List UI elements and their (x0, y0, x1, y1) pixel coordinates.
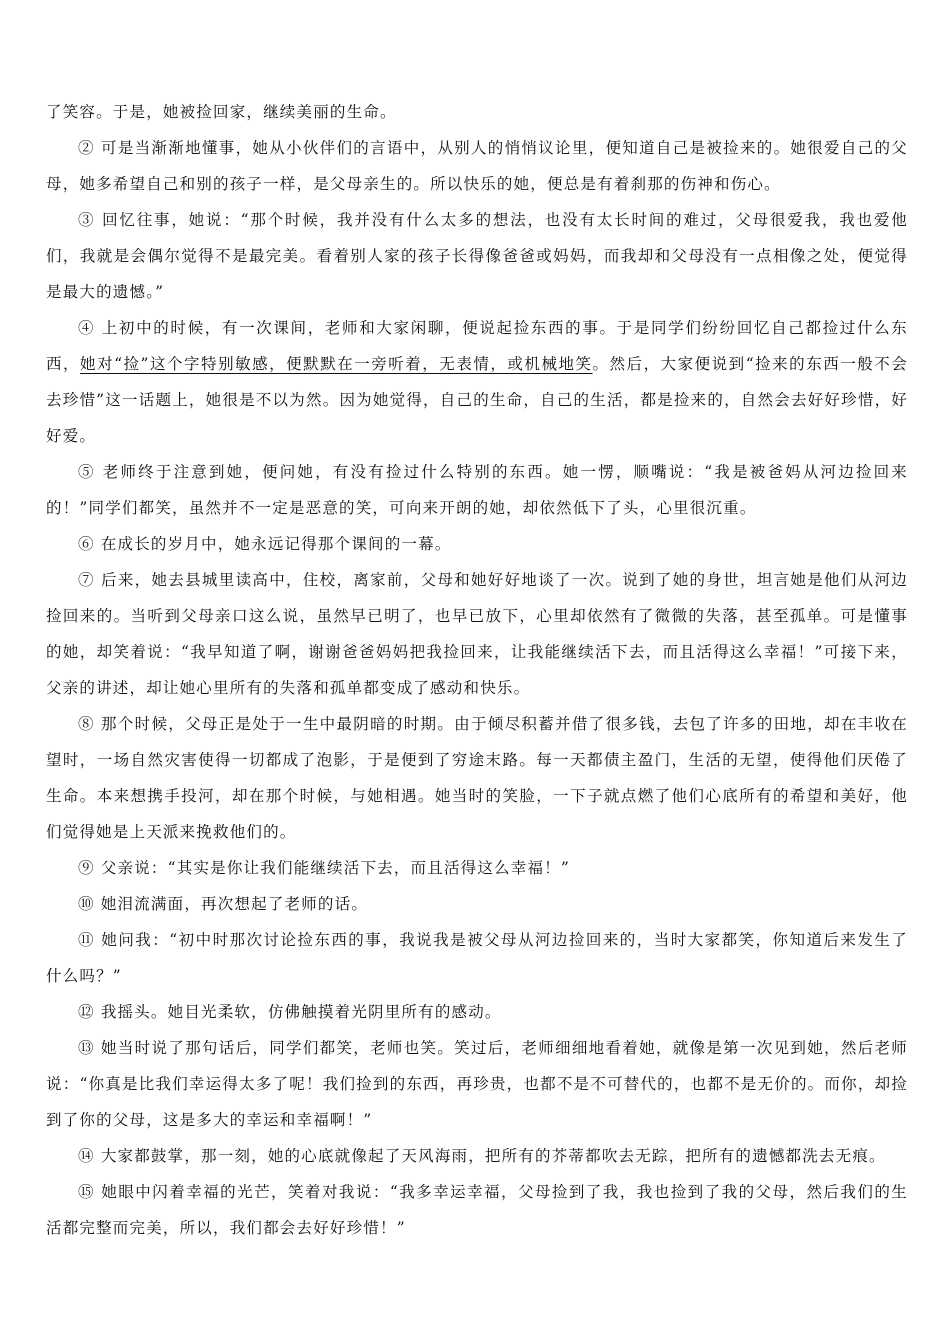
paragraph-4 (46, 310, 908, 454)
paragraph-1-continuation: 了笑容。于是，她被捡回家，继续美丽的生命。 (46, 103, 397, 121)
paragraph-10: ⑩ 她泪流满面，再次想起了老师的话。 (78, 895, 369, 913)
paragraph-4-text-a: ④ 上初中的时候，有一次课间，老师和大家闲聊，便说起捡东西的事。于是同学们纷纷回忆自己都捡过什么东西， (46, 319, 908, 373)
paragraph-7: ⑦ 后来，她去县城里读高中，住校，离家前，父母和她好好地谈了一次。说到了她的身世，坦言她是他们从河边捡回来的。当听到父母亲口这么说，虽然早已明了，也早已放下，心里却依然有了微微的失落，甚至孤单。可是懂事的她，却笑着说：“我早知道了啊，谢谢爸爸妈妈把我捡回来，让我能继续活下去，而且活得这么幸福！”可接下来，父亲的讲述，却让她心里所有的失落和孤单都变成了感动和快乐。 (46, 571, 908, 697)
paragraph-2: ② 可是当渐渐地懂事，她从小伙伴们的言语中，从别人的悄悄议论里，便知道自己是被捡来的。她很爱自己的父母，她多希望自己和别的孩子一样，是父母亲生的。所以快乐的她，便总是有着刹那的伤神和伤心。 (46, 139, 908, 193)
paragraph-4-text-b: 。然后，大家便说到“捡来的东西一般不会去珍惜”这一话题上，她很是不以为然。因为她觉得，自己的生命，自己的生活，都是捡来的，自然会去好好珍惜，好好爱。 (46, 355, 908, 445)
paragraph-6: ⑥ 在成长的岁月中，她永远记得那个课间的一幕。 (78, 535, 452, 553)
paragraph-15: ⑮ 她眼中闪着幸福的光芒，笑着对我说：“我多幸运幸福，父母捡到了我，我也捡到了我的父母，然后我们的生活都完整而完美，所以，我们都会去好好珍惜！” (46, 1183, 908, 1237)
paragraph-14: ⑭ 大家都鼓掌，那一刻，她的心底就像起了天风海雨，把所有的芥蒂都吹去无踪，把所有的遗憾都洗去无痕。 (78, 1147, 886, 1165)
paragraph-9: ⑨ 父亲说：“其实是你让我们能继续活下去，而且活得这么幸福！” (78, 859, 570, 877)
paragraph-3: ③ 回忆往事，她说：“那个时候，我并没有什么太多的想法，也没有太长时间的难过，父母很爱我，我也爱他们，我就是会偶尔觉得不是最完美。看着别人家的孩子长得像爸爸或妈妈，而我却和父母没有一点相像之处，便觉得是最大的遗憾。” (46, 211, 908, 301)
paragraph-11: ⑪ 她问我：“初中时那次讨论捡东西的事，我说我是被父母从河边捡回来的，当时大家都笑，你知道后来发生了什么吗？” (46, 931, 908, 985)
paragraph-12: ⑫ 我摇头。她目光柔软，仿佛触摸着光阴里所有的感动。 (78, 1003, 502, 1021)
paragraph-13: ⑬ 她当时说了那句话后，同学们都笑，老师也笑。笑过后，老师细细地看着她，就像是第一次见到她，然后老师说：“你真是比我们幸运得太多了呢！我们捡到的东西，再珍贵，也都不是不可替代的，也都不是无价的。而你，却捡到了你的父母，这是多大的幸运和幸福啊！” (46, 1039, 908, 1129)
paragraph-8: ⑧ 那个时候，父母正是处于一生中最阴暗的时期。由于倾尽积蓄并借了很多钱，去包了许多的田地，却在丰收在望时，一场自然灾害使得一切都成了泡影，于是便到了穷途末路。每一天都债主盈门，生活的无望，使得他们厌倦了生命。本来想携手投河，却在那个时候，与她相遇。她当时的笑脸，一下子就点燃了他们心底所有的希望和美好，他们觉得她是上天派来挽救他们的。 (46, 715, 908, 841)
paragraph-4-underlined-sentence: 她对“捡”这个字特别敏感，便默默在一旁听着，无表情，或机械地笑 (80, 355, 593, 373)
paragraph-5: ⑤ 老师终于注意到她，便问她，有没有捡过什么特别的东西。她一愣，顺嘴说：“我是被爸妈从河边捡回来的！”同学们都笑，虽然并不一定是恶意的笑，可向来开朗的她，却依然低下了头，心里很沉重。 (46, 463, 908, 517)
